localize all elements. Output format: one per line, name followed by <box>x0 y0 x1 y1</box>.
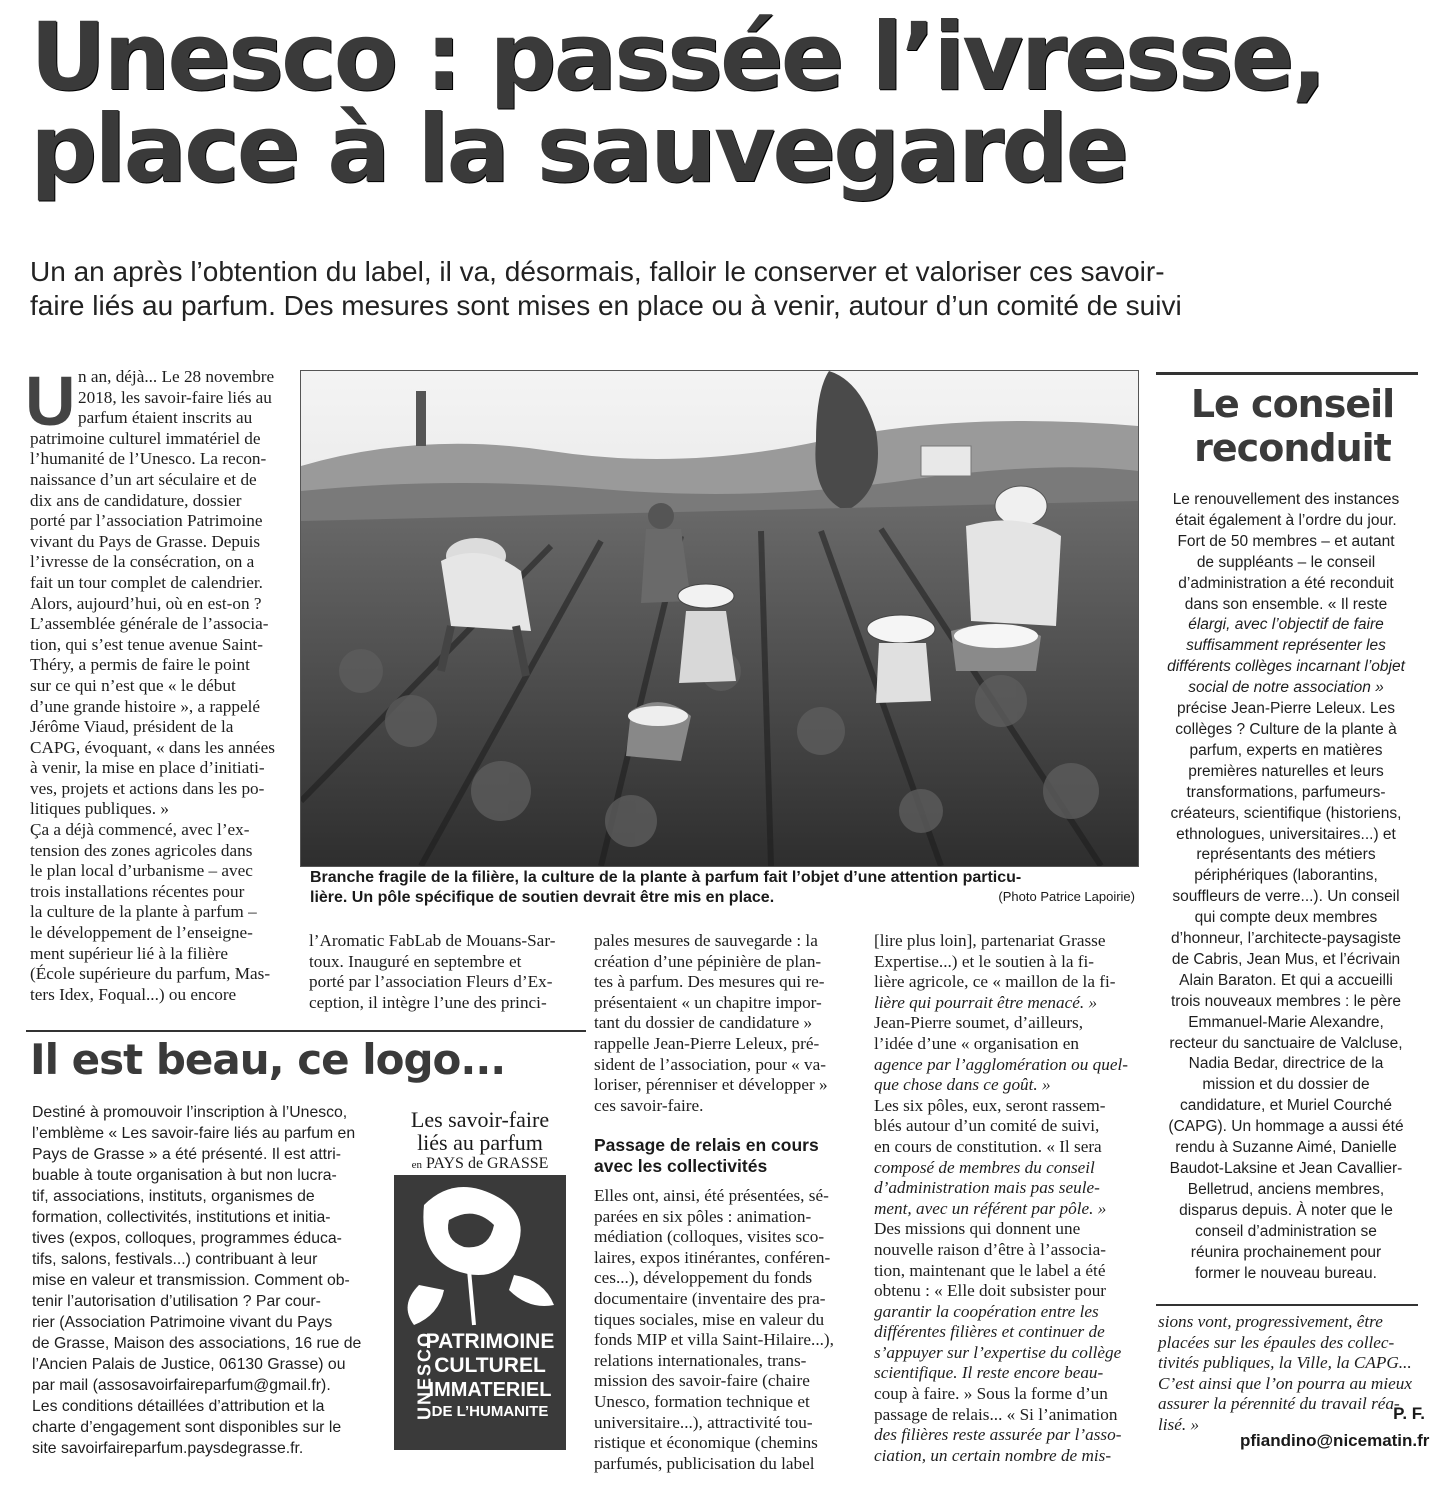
text-line: Jérôme Viaud, président de la <box>30 717 234 737</box>
text-line: Expertise...) et le soutien à la fi- <box>874 951 1095 971</box>
text-line: premières naturelles et leurs <box>1188 762 1384 780</box>
text-line: Fort de 50 membres – et autant <box>1177 532 1395 550</box>
text-line: sur ce qui n’est que « le début <box>30 675 236 695</box>
text-line: ces...), développement du fonds <box>594 1268 813 1288</box>
text-line: Pays de Grasse » a été présenté. Il est attri- <box>32 1146 342 1163</box>
text-line: dix ans de candidature, dossier <box>30 490 242 510</box>
text-line: était également à l’ordre du jour. <box>1175 511 1397 529</box>
sidebar-title-line-1: Le conseil <box>1190 382 1395 426</box>
text-line: tives (expos, colloques, programmes éduca- <box>32 1230 342 1247</box>
column-3-text <box>594 931 859 1116</box>
text-line: tion, maintenant que le label a été <box>874 1260 1106 1280</box>
text-line: tifs, salons, festivals...) contribuant à leur <box>32 1251 318 1268</box>
emblem-stack-line: PATRIMOINE <box>425 1330 555 1353</box>
text-line: mission et du dossier de <box>1202 1076 1370 1094</box>
text-line: ces savoir-faire. <box>594 1095 704 1115</box>
text-line: obtenu : « Elle doit subsister pour <box>874 1281 1107 1301</box>
logo-box-text <box>32 1102 392 1459</box>
text-line: qui compte deux membres <box>1194 909 1378 927</box>
text-line: recteur du sanctuaire de Valcluse, <box>1169 1034 1403 1052</box>
text-line: disparus depuis. À noter que le <box>1179 1201 1393 1219</box>
headline-line-2: place à la sauvegarde <box>30 95 1127 204</box>
text-line: relations internationales, trans- <box>594 1350 807 1370</box>
text-line: trois nouveaux membres : le père <box>1170 992 1402 1010</box>
text-line: parfumés, publicisation du label <box>594 1453 815 1473</box>
text-line: parfum étaient inscrits au <box>78 408 253 428</box>
text-line: porté par l’association Fleurs d’Ex- <box>309 972 553 992</box>
text-line: placées sur les épaules des collec- <box>1158 1332 1395 1352</box>
text-line: ment supérieur lié à la filière <box>30 943 229 963</box>
text-line: mission des savoir-faire (chaire <box>594 1371 810 1391</box>
text-line: souffleurs de verre...). Un conseil <box>1172 888 1400 906</box>
text-line: laires, expos itinérantes, conféren- <box>594 1247 831 1267</box>
text-line: candidature, et Muriel Courché <box>1180 1097 1392 1115</box>
text-line: Elles ont, ainsi, été présentées, sé- <box>594 1186 829 1205</box>
subheadline-line-2: faire liés au parfum. Des mesures sont mises en place ou à venir, autour d’un comité de suivi <box>30 290 1182 321</box>
text-line: buable à toute organisation à but non lucra- <box>32 1167 337 1184</box>
text-line: élargi, avec l’objectif de faire <box>1188 616 1384 634</box>
text-line: formation, collectivités, institutions et initia- <box>32 1209 331 1226</box>
text-line: assurer la pérennité du travail réa- <box>1158 1394 1400 1414</box>
headline-line-1: Unesco : passée l’ivresse, <box>30 3 1325 112</box>
text-line: la culture de la plante à parfum – <box>30 902 257 922</box>
dropcap: U <box>25 362 76 440</box>
text-line: charte d’engagement sont disponibles sur le <box>32 1419 342 1436</box>
text-line: (CAPG). Un hommage a aussi été <box>1168 1118 1404 1136</box>
text-line: blés autour d’un comité de suivi, <box>874 1116 1100 1136</box>
text-line: l’emblème « Les savoir-faire liés au parfum en <box>32 1125 356 1142</box>
text-line: trois installations récentes pour <box>30 881 245 901</box>
text-line: Alors, aujourd’hui, où en est-on ? <box>30 593 262 613</box>
text-line: à venir, la mise en place d’initiati- <box>30 758 265 778</box>
field-workers-photo <box>301 371 1138 866</box>
text-line: parfum, experts en matières <box>1189 741 1383 759</box>
text-line: rier (Association Patrimoine vivant du Pays <box>32 1314 333 1331</box>
text-line: porté par l’association Patrimoine <box>30 511 263 531</box>
text-line: Jean-Pierre soumet, d’ailleurs, <box>874 1013 1084 1033</box>
sidebar-bottom-rule <box>1156 1304 1418 1306</box>
text-line: l’idée d’une « organisation en <box>874 1033 1079 1053</box>
text-line: C’est ainsi que l’on pourra au mieux <box>1158 1373 1412 1393</box>
text-line: transformations, parfumeurs- <box>1186 783 1386 801</box>
text-line: d’honneur, l’architecte-paysagiste <box>1170 930 1402 948</box>
sidebar-rule <box>1156 372 1418 375</box>
text-line: périphériques (laborantins, <box>1194 867 1378 885</box>
text-line: le plan local d’urbanisme – avec <box>30 861 253 881</box>
text-line: tion, qui s’est tenue avenue Saint- <box>30 634 263 654</box>
text-line: Unesco, formation technique et <box>594 1391 810 1411</box>
text-line: de Grasse, Maison des associations, 16 rue de <box>32 1335 362 1352</box>
text-line: tiques sociales, mise en valeur du <box>594 1309 825 1329</box>
author-email[interactable]: pfiandino@nicematin.fr <box>1240 1431 1430 1450</box>
text-line: lière qui pourrait être menacé. » <box>874 992 1098 1012</box>
text-line: le développement de l’enseigne- <box>30 923 253 943</box>
text-line: ristique et économique (chemins <box>594 1433 818 1453</box>
text-line: tif, associations, instituts, organismes de <box>32 1188 315 1205</box>
text-line: Destiné à promouvoir l’inscription à l’Unesco, <box>32 1104 348 1121</box>
text-line: que chose dans ce goût. » <box>874 1075 1051 1095</box>
text-line: (École supérieure du parfum, Mas- <box>30 964 271 984</box>
text-line: création d’une pépinière de plan- <box>594 951 822 971</box>
text-line: documentaire (inventaire des pra- <box>594 1288 826 1308</box>
text-line: l’Ancien Palais de Justice, 06130 Grasse) ou <box>32 1356 346 1373</box>
text-line: Nadia Bedar, directrice de la <box>1188 1055 1384 1073</box>
text-line: [lire plus loin], partenariat Grasse <box>874 931 1106 950</box>
text-line: d’administration a été reconduit <box>1178 574 1394 592</box>
caption-line-2: lière. Un pôle spécifique de soutien devrait être mis en place. <box>310 888 775 906</box>
text-line: parées en six pôles : animation- <box>594 1206 812 1226</box>
text-line: tes à parfum. Des mesures qui re- <box>594 972 825 992</box>
emblem-line-2: liés au parfum <box>417 1130 543 1155</box>
text-line: pales mesures de sauvegarde : la <box>594 931 818 950</box>
text-line: ves, projets et actions dans les po- <box>30 778 265 798</box>
text-line: ters Idex, Foqual...) ou encore <box>30 984 237 1004</box>
text-line: universitaire...), attractivité tou- <box>594 1412 813 1432</box>
photo-credit: (Photo Patrice Lapoirie) <box>998 889 1135 904</box>
emblem-line-1: Les savoir-faire <box>410 1107 550 1132</box>
emblem-stack-line: DE L’HUMANITE <box>431 1403 549 1420</box>
text-line: site savoirfaireparfum.paysdegrasse.fr. <box>32 1440 304 1457</box>
text-line: former le nouveau bureau. <box>1195 1264 1377 1282</box>
text-line: Emmanuel-Marie Alexandre, <box>1188 1013 1384 1031</box>
sidebar-title-line-2: reconduit <box>1194 426 1391 470</box>
text-line: tenir l’autorisation d’utilisation ? Par cour- <box>32 1293 321 1310</box>
text-line: médiation (colloques, visites sco- <box>594 1227 825 1247</box>
text-line: précise Jean-Pierre Leleux. Les <box>1177 700 1395 718</box>
text-line: ment, avec un référent par pôle. » <box>874 1198 1107 1218</box>
subheadline-line-1: Un an après l’obtention du label, il va, désormais, falloir le conserver et valoriser ces savoir- <box>30 256 1165 287</box>
author-initials: P. F. <box>1393 1404 1425 1423</box>
text-line: rappelle Jean-Pierre Leleux, pré- <box>594 1033 820 1053</box>
column-3-text-continued <box>594 1186 859 1474</box>
text-line: de suppléants – le conseil <box>1196 553 1376 571</box>
text-line: l’Aromatic FabLab de Mouans-Sar- <box>309 931 556 950</box>
text-line: coup à faire. » Sous la forme d’un <box>874 1384 1108 1404</box>
text-line: Des missions qui donnent une <box>874 1219 1081 1239</box>
sidebar-title <box>1160 382 1425 470</box>
text-line: sions vont, progressivement, être <box>1158 1312 1383 1331</box>
text-line: 2018, les savoir-faire liés au <box>78 387 272 407</box>
emblem-stack <box>415 1330 565 1422</box>
logo-box-title: Il est beau, ce logo... <box>30 1035 506 1084</box>
text-line: dans son ensemble. « Il reste <box>1184 595 1388 613</box>
text-line: rendu à Suzanne Aimé, Danielle <box>1175 1139 1397 1157</box>
text-line: lière agricole, ce « maillon de la fi- <box>874 972 1116 992</box>
text-line: d’administration mais pas seule- <box>874 1178 1100 1198</box>
text-line: mise en valeur et transmission. Comment ob- <box>32 1272 350 1289</box>
emblem-vertical-text: UNESCO <box>414 1331 435 1421</box>
text-line: Alain Baraton. Et qui a accueilli <box>1179 971 1393 989</box>
logo-box-rule <box>26 1030 586 1032</box>
text-line: ethnologues, universitaires...) et <box>1176 825 1396 843</box>
subheadline <box>30 255 1430 323</box>
text-line: l’humanité de l’Unesco. La recon- <box>30 449 267 469</box>
column-2-text <box>309 931 579 1013</box>
author-signature <box>1240 1400 1430 1454</box>
column-4-text <box>874 931 1146 1466</box>
emblem-heading <box>394 1108 566 1175</box>
emblem-stack-line: CULTUREL <box>434 1354 546 1377</box>
text-line: en cours de constitution. « Il sera <box>874 1136 1102 1156</box>
text-line: l’ivresse de la consécration, on a <box>30 552 255 572</box>
section-subtitle <box>594 1135 864 1177</box>
text-line: Théry, a permis de faire le point <box>30 655 250 675</box>
text-line: Belletrud, anciens membres, <box>1187 1180 1385 1198</box>
text-line: social de notre association » <box>1188 679 1384 697</box>
text-line: patrimoine culturel immatériel de <box>30 428 261 448</box>
text-line: par mail (assosavoirfaireparfum@gmail.fr). <box>32 1377 331 1394</box>
text-line: sident de l’association, pour « va- <box>594 1054 826 1074</box>
text-line: de Cabris, Jean Mus, et l’écrivain <box>1171 950 1401 968</box>
text-line: n an, déjà... Le 28 novembre <box>78 367 275 386</box>
text-line: Le renouvellement des instances <box>1172 491 1400 508</box>
text-line: ciation, un certain nombre de mis- <box>874 1445 1112 1465</box>
text-line: agence par l’agglomération ou quel- <box>874 1054 1128 1074</box>
text-line: suffisamment représenter les <box>1186 637 1386 655</box>
text-line: naissance d’un art séculaire et de <box>30 469 257 489</box>
text-line: s’appuyer sur l’expertise du collège <box>874 1342 1122 1362</box>
emblem-pays-de-grasse: PAYS de GRASSE <box>425 1155 549 1172</box>
text-line: lisé. » <box>1158 1414 1200 1434</box>
subtitle-line-2: avec les collectivités <box>594 1156 768 1176</box>
text-line: garantir la coopération entre les <box>874 1301 1099 1321</box>
text-line: différents collèges incarnant l’objet <box>1167 658 1405 676</box>
text-line: passage de relais... « Si l’animation <box>874 1404 1118 1424</box>
subtitle-line-1: Passage de relais en cours <box>594 1135 819 1155</box>
text-line: vivant du Pays de Grasse. Depuis <box>30 531 261 551</box>
emblem-line-3 <box>394 1154 566 1175</box>
text-line: scientifique. Il reste encore beau- <box>874 1363 1104 1383</box>
text-line: créateurs, scientifique (historiens, <box>1170 804 1402 822</box>
text-line: CAPG, évoquant, « dans les années <box>30 737 275 757</box>
text-line: loriser, pérenniser et développer » <box>594 1075 828 1095</box>
text-line: tivités publiques, la Ville, la CAPG... <box>1158 1353 1412 1373</box>
text-line: tension des zones agricoles dans <box>30 840 253 860</box>
text-line ital: présentaient « un chapitre impor- <box>594 992 822 1012</box>
text-line: d’une grande histoire », a rappelé <box>30 696 261 716</box>
text-line: Ça a déjà commencé, avec l’ex- <box>30 820 250 840</box>
text-line: Baudot-Laksine et Jean Cavallier- <box>1169 1160 1403 1177</box>
text-line: fonds MIP et villa Saint-Hilaire...), <box>594 1330 834 1350</box>
headline <box>30 3 1430 204</box>
text-line: collèges ? Culture de la plante à <box>1175 720 1397 738</box>
text-line: Les conditions détaillées d’attribution et la <box>32 1398 325 1415</box>
text-line: L’assemblée générale de l’associa- <box>30 614 269 634</box>
text-line: des filières reste assurée par l’asso- <box>874 1425 1122 1445</box>
text-line: nouvelle raison d’être à l’associa- <box>874 1239 1106 1259</box>
text-line: litiques publiques. » <box>30 799 169 819</box>
article-photo <box>300 370 1139 867</box>
caption-line-1: Branche fragile de la filière, la culture de la plante à parfum fait l’objet d’une attention particu- <box>310 869 1022 886</box>
text-line: ception, il intègre l’une des princi- <box>309 992 547 1012</box>
text-line: Les six pôles, eux, seront rassem- <box>874 1095 1106 1115</box>
text-line: composé de membres du conseil <box>874 1157 1095 1177</box>
text-line: conseil d’administration se <box>1195 1222 1377 1240</box>
sidebar-text <box>1160 490 1412 1284</box>
text-line: fait un tour complet de calendrier. <box>30 572 263 592</box>
text-line: tant du dossier de candidature » <box>594 1013 813 1033</box>
column-1-text <box>30 367 288 1005</box>
text-line: différentes filières et continuer de <box>874 1322 1105 1342</box>
emblem-stack-line: IMMATERIEL <box>428 1379 552 1401</box>
text-line: représentants des métiers <box>1196 846 1376 864</box>
text-line: réunira prochainement pour <box>1190 1243 1382 1261</box>
text-line: toux. Inauguré en septembre et <box>309 951 522 971</box>
emblem-en: en <box>411 1159 422 1171</box>
